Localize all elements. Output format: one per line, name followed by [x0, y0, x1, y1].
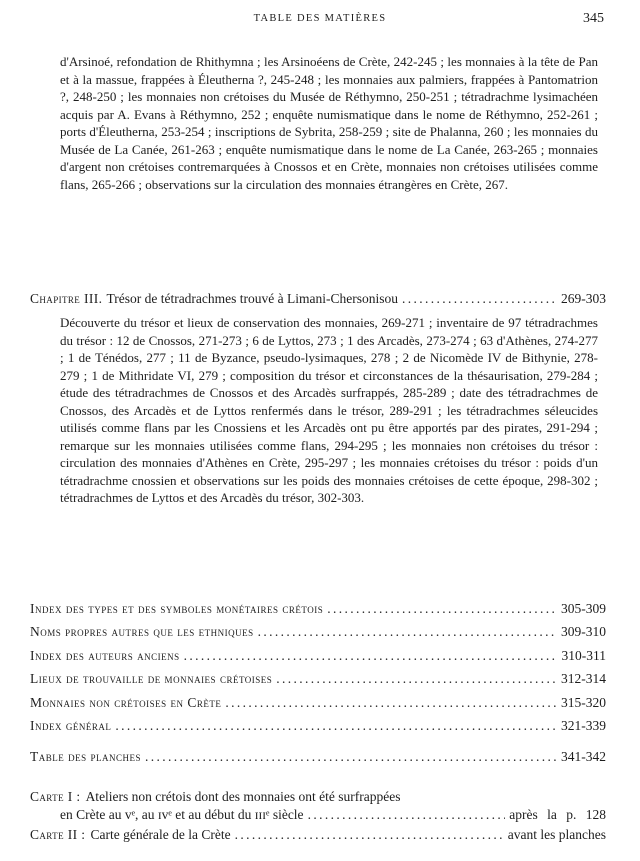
- index-title: Lieux de trouvaille de monnaies crétoises: [30, 671, 273, 687]
- leader-dots: [184, 648, 558, 664]
- leader-dots: [225, 695, 557, 711]
- chapter-3-label: Chapitre III.: [30, 291, 103, 306]
- leader-dots: [276, 671, 557, 687]
- leader-dots: [145, 749, 557, 765]
- leader-dots: [235, 826, 504, 844]
- map-1-title-line1: Ateliers non crétois dont des monnaies ont été surfrappées: [85, 789, 401, 804]
- running-title: TABLE DES MATIÈRES: [253, 13, 387, 24]
- index-entry: [30, 648, 606, 671]
- index-list: [30, 601, 606, 741]
- index-pages: 312-314: [561, 671, 606, 687]
- running-head: [0, 13, 640, 29]
- leader-dots: [258, 624, 557, 640]
- map-2-title: Carte générale de la Crète: [90, 827, 231, 842]
- index-entry: [30, 695, 606, 718]
- leader-dots: [115, 718, 557, 734]
- index-pages: 310-311: [561, 647, 606, 663]
- chapter-3-entry: [30, 290, 606, 308]
- index-title: Index des types et des symboles monétaires crétois: [30, 601, 324, 616]
- plates-entry: [30, 749, 606, 765]
- index-pages: 309-310: [561, 624, 606, 640]
- index-pages: 315-320: [561, 694, 606, 710]
- map-1-location: après la p. 128: [509, 807, 606, 822]
- map-1-label: Carte I :: [30, 789, 81, 804]
- chapter-3-summary: Découverte du trésor et lieux de conservation des monnaies, 269-271 ; inventaire de 97 tétradrachmes du trésor : 12 de Cnossos, 271-273 ; 6 de Lyttos, 273 ; 1 des Arcadès, 273-274 ; 63 d'Athènes, 274-277 ; 1 de Ténédos, 277 ; 11 de Byzance, pseudo-lysimaques, 278 ; 2 de Nicomède IV de Bithynie, 278-279 ; 1 de Mithridate VI, 279 ; composition du trésor et circonstances de la thésaurisation, 279-284 ; étude des tétradrachmes de Cnossos et des Arcadès surfrappés, 285-289 ; date des tétradrachmes de Cnossos, des Arcadès et de Lyttos renfermés dans le trésor, 289-291 ; les tétradrachmes séleucides utilisés comme flans par les Cnossiens et les Arcadès ont pu être apportés par des pirates, 291-294 ; remarque sur les monnaies utilisées comme flans, 294-295 ; les monnaies non crétoises du trésor : circulation des monnaies d'Athènes en Crète, 295-297 ; les monnaies crétoises du trésor : poids d'un tétradrachme cnossien et observations sur les poids des monnaies crétoises de cette époque, 298-302 ; tétradrachmes de Lyttos et des Arcadès du trésor, 302-303.: [60, 315, 598, 505]
- index-title: Index général: [30, 717, 112, 733]
- map-2-location: avant les planches: [507, 827, 606, 842]
- plates-pages: 341-342: [561, 749, 606, 764]
- index-title: Noms propres autres que les ethniques: [30, 624, 254, 640]
- index-entry: [30, 671, 606, 694]
- leader-dots: [402, 290, 557, 308]
- index-pages: 305-309: [561, 601, 606, 616]
- map-1-title-line2: en Crète au vᵉ, au ɪᴠᵉ et au début du ɪɪɪᵉ siècle: [60, 807, 304, 822]
- index-pages: 321-339: [561, 717, 606, 733]
- map-1-entry: [30, 788, 606, 824]
- plates-title: Table des planches: [30, 749, 142, 764]
- index-entry: [30, 718, 606, 741]
- page-number: 345: [583, 11, 604, 26]
- leader-dots: [327, 601, 557, 617]
- map-2-label: Carte II :: [30, 827, 86, 842]
- chapter-3-pages: 269-303: [561, 291, 606, 306]
- index-title: Index des auteurs anciens: [30, 647, 180, 663]
- index-entry: [30, 601, 606, 624]
- chapter-continuation-text: d'Arsinoé, refondation de Rhithymna ; les Arsinoéens de Crète, 242-245 ; les monnaies à la tête de Pan et à la massue, frappées à Éleutherna ?, 245-248 ; les monnaies aux palmiers, frappées à Pantomatrion ?, 248-250 ; les monnaies non crétoises du Musée de Réthymno, 250-251 ; tétradrachme lysimachéen acquis par A. Evans à Réthymno, 252 ; enquête numismatique dans le nome de Réthymno, 252-261 ; ports d'Éleutherna, 253-254 ; inscriptions de Sybrita, 258-259 ; site de Phalanna, 260 ; les monnaies du Musée de La Canée, 261-263 ; enquête numismatique dans le nome de La Canée, 263-265 ; monnaies d'argent non crétoises contremarquées à Cnossos et en Crète, monnaies non crétoises utilisées comme flans, 265-266 ; observations sur la circulation des monnaies étrangères en Crète, 267.: [60, 54, 598, 192]
- leader-dots: [308, 806, 506, 824]
- index-entry: [30, 624, 606, 647]
- chapter-3-title: Trésor de tétradrachmes trouvé à Limani-Chersonisou: [106, 291, 399, 306]
- index-title: Monnaies non crétoises en Crète: [30, 694, 222, 710]
- map-2-entry: [30, 826, 606, 844]
